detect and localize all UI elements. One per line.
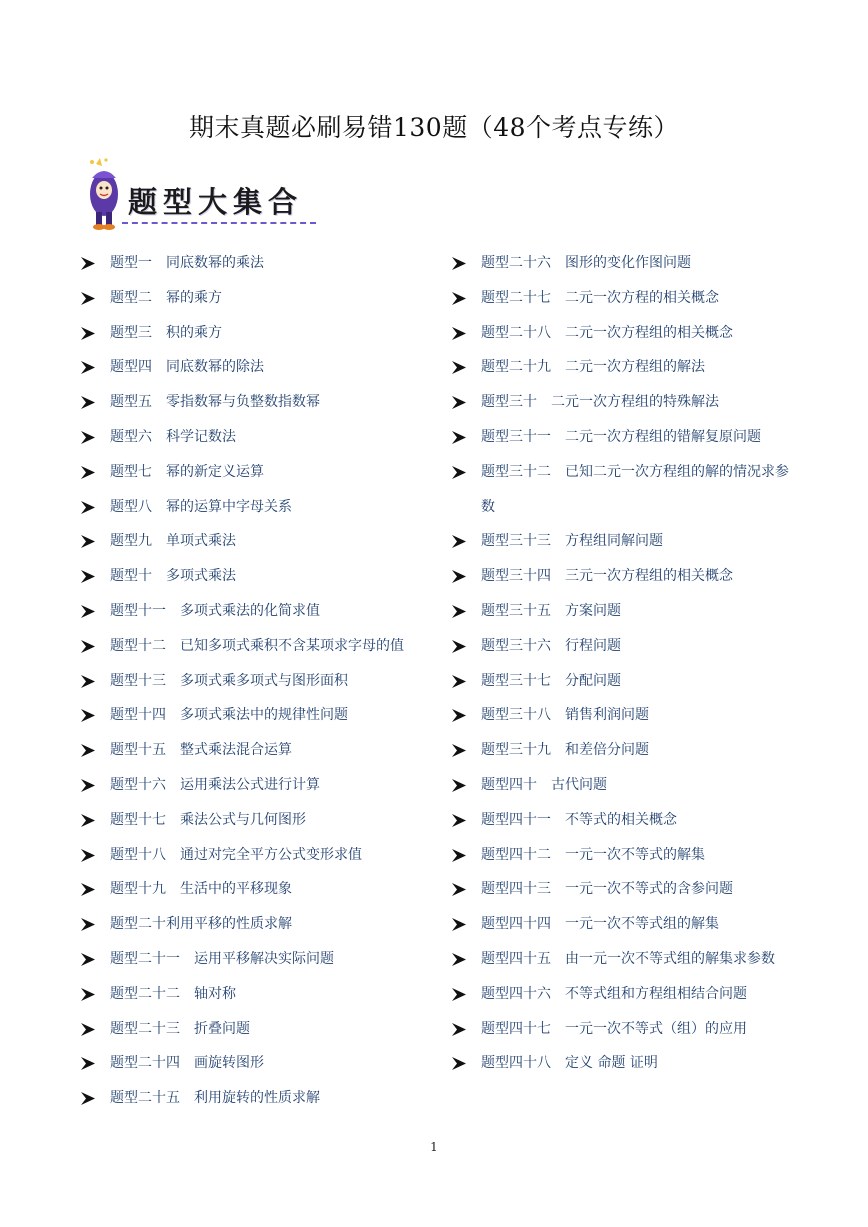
page-number: 1 xyxy=(430,1140,438,1154)
arrow-bullet-icon xyxy=(80,360,96,375)
arrow-bullet-icon xyxy=(451,952,467,967)
topic-label: 题型三十二 已知二元一次方程组的解的情况求参数 xyxy=(481,463,789,515)
banner-title: 题型大集合 xyxy=(128,185,304,219)
topic-list-item xyxy=(449,664,791,699)
arrow-bullet-icon xyxy=(451,778,467,793)
topic-label: 题型五 零指数幂与负整数指数幂 xyxy=(110,394,320,411)
arrow-bullet-icon xyxy=(451,604,467,619)
topic-list-item xyxy=(449,768,791,803)
topic-list-item xyxy=(78,594,438,629)
page-title: 期末真题必刷易错130题（48个考点专练） xyxy=(188,113,680,142)
topic-label: 题型二十四 画旋转图形 xyxy=(110,1055,264,1072)
topic-list-item xyxy=(449,872,791,907)
topic-label: 题型十一 多项式乘法的化简求值 xyxy=(110,602,320,619)
arrow-bullet-icon xyxy=(451,674,467,689)
topic-list-item xyxy=(449,246,791,281)
mascot-icon xyxy=(82,156,128,232)
arrow-bullet-icon xyxy=(80,500,96,515)
topic-label: 题型十四 多项式乘法中的规律性问题 xyxy=(110,707,348,724)
topic-label: 题型一 同底数幂的乘法 xyxy=(110,255,264,271)
topic-label: 题型十八 通过对完全平方公式变形求值 xyxy=(110,846,362,863)
topic-list-left xyxy=(78,246,438,1116)
arrow-bullet-icon xyxy=(451,256,467,271)
topic-list-item xyxy=(78,768,438,803)
topic-label: 题型四十六 不等式组和方程组相结合问题 xyxy=(481,985,747,1002)
topic-list-item xyxy=(78,559,438,594)
topic-list-item xyxy=(78,664,438,699)
topic-label: 题型七 幂的新定义运算 xyxy=(110,463,264,480)
arrow-bullet-icon xyxy=(80,395,96,410)
topic-label: 题型十七 乘法公式与几何图形 xyxy=(110,811,306,828)
topic-list-item xyxy=(449,281,791,316)
topic-list-item xyxy=(78,1046,438,1081)
topic-label: 题型二十利用平移的性质求解 xyxy=(110,916,292,933)
topic-list-item xyxy=(449,1046,791,1081)
topic-list-item xyxy=(78,733,438,768)
topic-list-item xyxy=(449,385,791,420)
arrow-bullet-icon xyxy=(80,569,96,584)
topic-label: 题型三十四 三元一次方程组的相关概念 xyxy=(481,568,733,585)
topic-list-item xyxy=(449,803,791,838)
arrow-bullet-icon xyxy=(80,256,96,271)
topic-label: 题型三十五 方案问题 xyxy=(481,602,621,619)
topic-list-item xyxy=(78,350,438,385)
arrow-bullet-icon xyxy=(80,1022,96,1037)
arrow-bullet-icon xyxy=(451,291,467,306)
arrow-bullet-icon xyxy=(80,604,96,619)
topic-label: 题型四十七 一元一次不等式（组）的应用 xyxy=(481,1020,747,1037)
arrow-bullet-icon xyxy=(451,465,467,480)
topic-list-item xyxy=(449,629,791,664)
topic-label: 题型十九 生活中的平移现象 xyxy=(110,881,292,898)
topic-label: 题型十 多项式乘法 xyxy=(110,568,236,585)
topic-list-item xyxy=(78,316,438,351)
topic-label: 题型四 同底数幂的除法 xyxy=(110,359,264,376)
topic-label: 题型三 积的乘方 xyxy=(110,324,222,341)
topic-list-item xyxy=(449,977,791,1012)
topic-label: 题型二十一 运用平移解决实际问题 xyxy=(110,950,334,967)
topic-list-item xyxy=(449,316,791,351)
topic-list-item xyxy=(449,907,791,942)
topic-label: 题型十六 运用乘法公式进行计算 xyxy=(110,776,320,793)
topic-label: 题型四十一 不等式的相关概念 xyxy=(481,811,677,828)
arrow-bullet-icon xyxy=(451,848,467,863)
topic-label: 题型三十一 二元一次方程组的错解复原问题 xyxy=(481,428,761,445)
topic-list-item xyxy=(78,1012,438,1047)
topic-list-item xyxy=(78,420,438,455)
topic-label: 题型九 单项式乘法 xyxy=(110,533,236,550)
arrow-bullet-icon xyxy=(451,743,467,758)
topic-label: 题型四十二 一元一次不等式的解集 xyxy=(481,846,705,863)
topic-label: 题型四十四 一元一次不等式组的解集 xyxy=(481,916,719,933)
banner-divider xyxy=(122,222,316,224)
topic-list-item xyxy=(78,907,438,942)
topic-list-item xyxy=(78,942,438,977)
arrow-bullet-icon xyxy=(80,882,96,897)
topic-list-item xyxy=(78,281,438,316)
topic-label: 题型三十六 行程问题 xyxy=(481,637,621,654)
topic-list-item xyxy=(78,838,438,873)
topic-label: 题型四十八 定义 命题 证明 xyxy=(481,1055,658,1072)
topic-label: 题型二十七 二元一次方程的相关概念 xyxy=(481,289,719,306)
topic-label: 题型六 科学记数法 xyxy=(110,428,236,445)
arrow-bullet-icon xyxy=(80,917,96,932)
arrow-bullet-icon xyxy=(451,569,467,584)
topic-label: 题型二 幂的乘方 xyxy=(110,289,222,306)
arrow-bullet-icon xyxy=(451,813,467,828)
topic-list-item xyxy=(78,490,438,525)
topic-label: 题型二十三 折叠问题 xyxy=(110,1020,250,1037)
arrow-bullet-icon xyxy=(451,639,467,654)
arrow-bullet-icon xyxy=(80,848,96,863)
topic-list-item xyxy=(78,977,438,1012)
arrow-bullet-icon xyxy=(80,291,96,306)
arrow-bullet-icon xyxy=(451,534,467,549)
arrow-bullet-icon xyxy=(80,465,96,480)
topic-list-item xyxy=(78,524,438,559)
arrow-bullet-icon xyxy=(80,1091,96,1106)
topic-label: 题型十五 整式乘法混合运算 xyxy=(110,742,292,759)
topic-list-item xyxy=(78,872,438,907)
topic-label: 题型三十三 方程组同解问题 xyxy=(481,533,663,550)
arrow-bullet-icon xyxy=(451,430,467,445)
topic-list-item xyxy=(78,455,438,490)
topic-label: 题型二十六 图形的变化作图问题 xyxy=(481,255,691,271)
topic-list-item xyxy=(78,246,438,281)
topic-list-item xyxy=(449,698,791,733)
topic-list-item xyxy=(449,942,791,977)
arrow-bullet-icon xyxy=(80,430,96,445)
arrow-bullet-icon xyxy=(80,778,96,793)
topic-list-item xyxy=(78,803,438,838)
arrow-bullet-icon xyxy=(80,534,96,549)
topic-label: 题型十二 已知多项式乘积不含某项求字母的值 xyxy=(110,637,404,654)
topic-list-item xyxy=(449,733,791,768)
arrow-bullet-icon xyxy=(80,952,96,967)
topic-label: 题型四十三 一元一次不等式的含参问题 xyxy=(481,881,733,898)
section-banner xyxy=(82,156,322,232)
arrow-bullet-icon xyxy=(80,674,96,689)
arrow-bullet-icon xyxy=(451,1022,467,1037)
topic-label: 题型十三 多项式乘多项式与图形面积 xyxy=(110,672,348,689)
arrow-bullet-icon xyxy=(451,708,467,723)
topic-list-item xyxy=(449,838,791,873)
topic-list-item xyxy=(78,629,438,664)
topic-list-item xyxy=(449,1012,791,1047)
topic-list-item xyxy=(449,594,791,629)
topic-label: 题型四十五 由一元一次不等式组的解集求参数 xyxy=(481,950,775,967)
topic-list-item xyxy=(78,1081,438,1116)
topic-label: 题型二十八 二元一次方程组的相关概念 xyxy=(481,324,733,341)
arrow-bullet-icon xyxy=(80,987,96,1002)
topic-list-item xyxy=(449,350,791,385)
topic-label: 题型八 幂的运算中字母关系 xyxy=(110,498,292,515)
arrow-bullet-icon xyxy=(451,360,467,375)
arrow-bullet-icon xyxy=(80,813,96,828)
topic-list-item xyxy=(449,559,791,594)
arrow-bullet-icon xyxy=(451,987,467,1002)
topic-list-item xyxy=(78,385,438,420)
topic-list-item xyxy=(78,698,438,733)
arrow-bullet-icon xyxy=(80,708,96,723)
topic-list-item xyxy=(449,455,791,525)
topic-list-item xyxy=(449,420,791,455)
arrow-bullet-icon xyxy=(451,326,467,341)
arrow-bullet-icon xyxy=(451,917,467,932)
topic-list-item xyxy=(449,524,791,559)
arrow-bullet-icon xyxy=(451,1056,467,1071)
topic-label: 题型三十 二元一次方程组的特殊解法 xyxy=(481,394,719,411)
topic-label: 题型二十九 二元一次方程组的解法 xyxy=(481,359,705,376)
topic-label: 题型三十九 和差倍分问题 xyxy=(481,742,649,759)
topic-label: 题型三十七 分配问题 xyxy=(481,672,621,689)
topic-label: 题型二十二 轴对称 xyxy=(110,985,236,1002)
topic-label: 题型二十五 利用旋转的性质求解 xyxy=(110,1090,320,1107)
topic-label: 题型三十八 销售利润问题 xyxy=(481,707,649,724)
arrow-bullet-icon xyxy=(451,882,467,897)
arrow-bullet-icon xyxy=(80,743,96,758)
topic-label: 题型四十 古代问题 xyxy=(481,776,607,793)
arrow-bullet-icon xyxy=(80,1056,96,1071)
arrow-bullet-icon xyxy=(80,639,96,654)
topic-list-right xyxy=(449,246,809,1081)
arrow-bullet-icon xyxy=(80,326,96,341)
arrow-bullet-icon xyxy=(451,395,467,410)
